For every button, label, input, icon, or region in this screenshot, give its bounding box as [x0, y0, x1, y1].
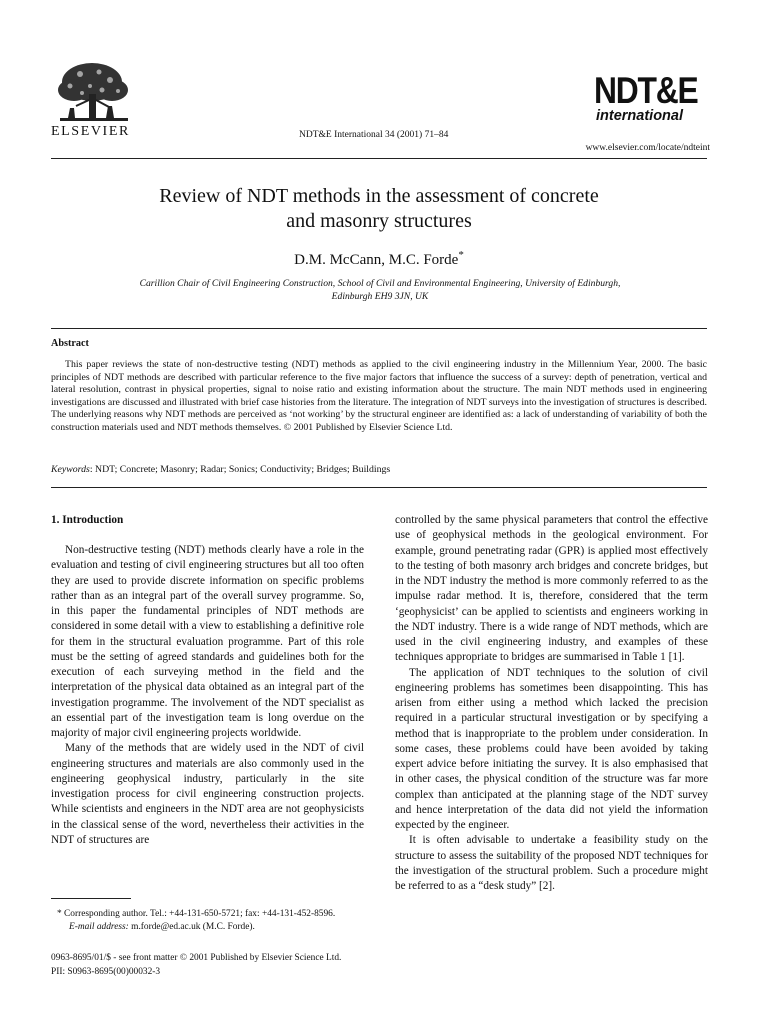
footnote-rule — [51, 898, 131, 899]
publisher-name: ELSEVIER — [51, 124, 130, 139]
body-paragraph-continued: controlled by the same physical parameters that control the effective use of geophysical methods in the geological environment. For example, ground penetrating radar (GPR) is applied most effectively to the testing of both masonry arch bridges and concrete bridges, but in the NDT industry the method is more commonly referred to as the impulse radar method. It is, therefore, considered that the term ‘geophysicist’ can be applied to scientists and engineers working in the NDT industry. There is a wide range of NDT methods, which are used in the civil engineering industry, and examples of these techniques appropriate to bridges are summarised in Table 1 [1]. — [395, 514, 708, 664]
journal-logo-main: NDT&E — [594, 70, 698, 111]
abstract-heading: Abstract — [51, 338, 89, 349]
affiliation — [110, 277, 650, 303]
abstract-body: This paper reviews the state of non-destructive testing (NDT) methods as applied to the civil engineering industry in the Millennium Year, 2000. The basic principles of NDT methods are described with particular reference to the five major factors that influence the success of a survey: depth of penetration, vertical and lateral resolution, contrast in physical properties, signal to noise ratio and existing information about the structure. The main NDT methods used in engineering investigations are discussed and illustrated with brief case histories from the literature. The integration of NDT surveys into the investigation of structures is described. The underlying reasons why NDT methods are perceived as ‘not working’ by the structural engineer are identified as: a lack of understanding of variability of both the construction materials used and NDT methods themselves. © 2001 Published by Elsevier Science Ltd. — [51, 359, 707, 433]
abstract-bottom-rule — [51, 487, 707, 488]
left-column — [51, 543, 364, 848]
article-title — [51, 184, 707, 234]
author-names: D.M. McCann, M.C. Forde — [294, 252, 459, 268]
title-line-1: Review of NDT methods in the assessment of concrete — [159, 185, 599, 207]
email-label: E-mail address: — [69, 921, 129, 932]
journal-url[interactable]: www.elsevier.com/locate/ndteint — [585, 143, 710, 153]
header-rule — [51, 158, 707, 159]
body-paragraph: Many of the methods that are widely used in the NDT of civil engineering structures and materials are also commonly used in the engineering geophysical industry, particularly in the site investigation process for civil engineering construction projects. While scientists and engineers in the NDT area are not geophysicists in the classical sense of the word, nevertheless their activities in the NDT of structures are — [51, 742, 364, 846]
body-paragraph: Non-destructive testing (NDT) methods clearly have a role in the evaluation and testing of civil engineering structures but all too often they are used to provide discrete information on specific problems rather than as an integral part of the overall survey programme. So, in this paper the fundamental principles of NDT methods are considered in some detail with a view to establishing a definitive role for them in the structural evaluation programme. Part of this role must be the setting of agreed standards and guidelines both for the execution of each surveying method in the field and the interpretation of the physical data obtained as an integral part of the investigation programme. The involvement of the NDT specialist as an essential part of the investigation team is long overdue on the majority of major civil engineering projects worldwide. — [51, 544, 364, 739]
journal-citation: NDT&E International 34 (2001) 71–84 — [299, 130, 449, 140]
title-line-2: and masonry structures — [286, 210, 472, 232]
keywords — [51, 464, 390, 475]
corresponding-author-note: * Corresponding author. Tel.: +44-131-650-5721; fax: +44-131-452-8596. — [57, 909, 336, 919]
affiliation-line-2: Edinburgh EH9 3JN, UK — [331, 291, 429, 302]
keywords-list: : NDT; Concrete; Masonry; Radar; Sonics; Conductivity; Bridges; Buildings — [89, 464, 391, 475]
front-matter-line: 0963-8695/01/$ - see front matter © 2001 Published by Elsevier Science Ltd. — [51, 953, 342, 963]
pii-line: PII: S0963-8695(00)00032-3 — [51, 967, 161, 977]
keywords-label: Keywords — [51, 464, 90, 475]
authors — [51, 249, 707, 269]
body-paragraph: The application of NDT techniques to the solution of civil engineering problems has sometimes been disappointing. This has arisen from either using a method which lacked the precision required in a particular structural investigation or by specifying a method that is inappropriate to the problem under consideration. In some cases, these problems could have been avoided by taking expert advice before initiating the survey. It is also emphasised that in other cases, the physical condition of the structure was far more complex than anticipated at the planning stage of the NDT survey and hence interpretation of the data did not yield the information expected by the engineer. — [395, 666, 708, 831]
right-column — [395, 513, 708, 894]
section-heading: 1. Introduction — [51, 514, 124, 526]
footnote — [51, 908, 364, 933]
affiliation-line-1: Carillion Chair of Civil Engineering Construction, School of Civil and Environmental Engineering, University of Edinburgh, — [139, 278, 621, 289]
body-paragraph: It is often advisable to undertake a feasibility study on the structure to assess the suitability of the proposed NDT techniques for the investigation of the structural problem. Such a procedure might be referred to as a “desk study” [2]. — [395, 834, 708, 892]
journal-logo — [594, 70, 706, 124]
abstract-top-rule — [51, 328, 707, 329]
journal-logo-sub: international — [596, 108, 684, 124]
corresponding-author-mark: * — [458, 249, 464, 261]
elsevier-tree-logo — [52, 60, 134, 126]
email-address[interactable]: m.forde@ed.ac.uk (M.C. Forde). — [128, 921, 255, 932]
